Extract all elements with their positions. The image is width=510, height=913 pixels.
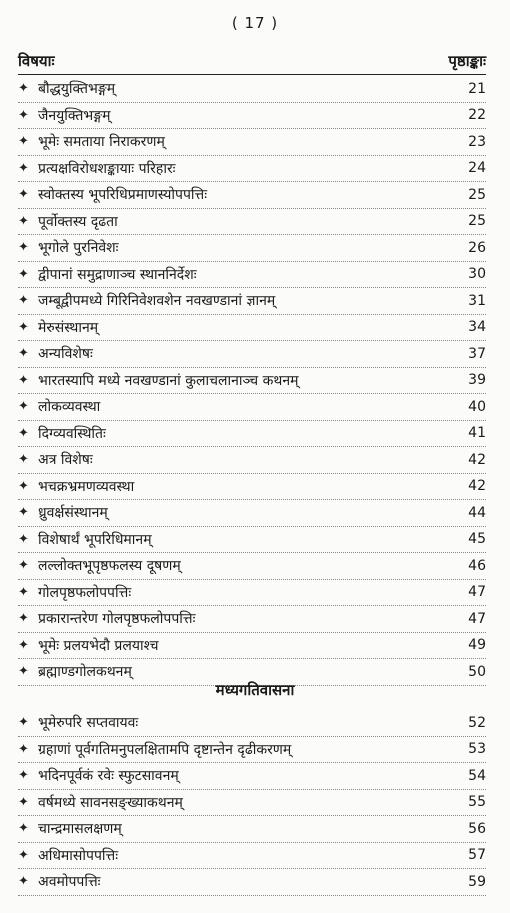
entry-page: 25 bbox=[468, 186, 486, 203]
entry-page: 56 bbox=[468, 820, 486, 837]
bullet-icon: ✦ bbox=[18, 584, 29, 600]
entry-page: 40 bbox=[468, 398, 486, 415]
bullet-icon: ✦ bbox=[18, 213, 29, 229]
toc-entry bbox=[18, 76, 486, 103]
bullet-icon: ✦ bbox=[18, 107, 29, 123]
toc-entry bbox=[18, 500, 486, 527]
bullet-icon: ✦ bbox=[18, 847, 29, 863]
entry-title: द्वीपानां समुद्राणाञ्च स्थाननिर्देशः bbox=[38, 266, 197, 283]
bullet-icon: ✦ bbox=[18, 293, 29, 309]
entry-title: जैनयुक्तिभङ्गम् bbox=[38, 107, 111, 124]
entry-title: भदिनपूर्वकं रवेः स्फुटसावनम् bbox=[38, 768, 179, 785]
entry-title: चान्द्रमासलक्षणम् bbox=[38, 821, 122, 838]
entry-title: भचक्रभ्रमणव्यवस्था bbox=[38, 478, 135, 495]
toc-entry bbox=[18, 209, 486, 236]
toc-entry bbox=[18, 156, 486, 183]
entry-page: 46 bbox=[468, 557, 486, 574]
toc-entry bbox=[18, 606, 486, 633]
bullet-icon: ✦ bbox=[18, 768, 29, 784]
entry-page: 22 bbox=[468, 107, 486, 124]
entry-title: विशेषार्थं भूपरिधिमानम् bbox=[38, 531, 152, 548]
entry-page: 53 bbox=[468, 741, 486, 758]
entry-page: 24 bbox=[468, 160, 486, 177]
entry-page: 25 bbox=[468, 213, 486, 230]
entry-page: 37 bbox=[468, 345, 486, 362]
bullet-icon: ✦ bbox=[18, 160, 29, 176]
bullet-icon: ✦ bbox=[18, 372, 29, 388]
header-subjects: विषयाः bbox=[18, 52, 55, 70]
toc-entry bbox=[18, 763, 486, 790]
entry-page: 52 bbox=[468, 714, 486, 731]
toc-entry bbox=[18, 737, 486, 764]
entry-page: 55 bbox=[468, 794, 486, 811]
entry-title: अत्र विशेषः bbox=[38, 452, 93, 469]
bullet-icon: ✦ bbox=[18, 187, 29, 203]
toc-entry bbox=[18, 394, 486, 421]
entry-page: 47 bbox=[468, 610, 486, 627]
toc-entry bbox=[18, 421, 486, 448]
entry-page: 45 bbox=[468, 531, 486, 548]
entry-page: 30 bbox=[468, 266, 486, 283]
toc-entry bbox=[18, 182, 486, 209]
entry-title: स्वोक्तस्य भूपरिधिप्रमाणस्योपपत्तिः bbox=[38, 187, 208, 204]
bullet-icon: ✦ bbox=[18, 664, 29, 680]
header-page-numbers: पृष्ठाङ्काः bbox=[448, 52, 486, 70]
entry-page: 44 bbox=[468, 504, 486, 521]
entry-title: ग्रहाणां पूर्वगतिमनुपलक्षितामपि दृष्टान्तेन दृढीकरणम् bbox=[38, 741, 292, 758]
bullet-icon: ✦ bbox=[18, 741, 29, 757]
entry-page: 42 bbox=[468, 478, 486, 495]
bullet-icon: ✦ bbox=[18, 134, 29, 150]
toc-entry bbox=[18, 633, 486, 660]
entry-title: अन्यविशेषः bbox=[38, 346, 93, 363]
entry-page: 21 bbox=[468, 80, 486, 97]
toc-entry bbox=[18, 843, 486, 870]
entry-title: भूमेः समताया निराकरणम् bbox=[38, 134, 165, 151]
entry-page: 31 bbox=[468, 292, 486, 309]
entry-title: वर्षमध्ये सावनसङ्ख्याकथनम् bbox=[38, 794, 183, 811]
entry-title: ब्रह्माण्डगोलकथनम् bbox=[38, 664, 132, 681]
bullet-icon: ✦ bbox=[18, 531, 29, 547]
toc-entry bbox=[18, 368, 486, 395]
toc-header bbox=[18, 50, 486, 75]
entry-title: मेरुसंस्थानम् bbox=[38, 319, 99, 336]
bullet-icon: ✦ bbox=[18, 399, 29, 415]
toc-list-bottom bbox=[0, 710, 510, 896]
entry-title: अवमोपपत्तिः bbox=[38, 874, 101, 891]
toc-entry bbox=[18, 315, 486, 342]
toc-entry bbox=[18, 341, 486, 368]
toc-entry bbox=[18, 527, 486, 554]
entry-page: 26 bbox=[468, 239, 486, 256]
bullet-icon: ✦ bbox=[18, 319, 29, 335]
toc-entry bbox=[18, 710, 486, 737]
entry-page: 54 bbox=[468, 767, 486, 784]
toc-entry bbox=[18, 262, 486, 289]
entry-title: गोलपृष्ठफलोपपत्तिः bbox=[38, 584, 132, 601]
entry-page: 47 bbox=[468, 584, 486, 601]
entry-page: 41 bbox=[468, 425, 486, 442]
entry-page: 57 bbox=[468, 847, 486, 864]
section-heading: मध्यगतिवासना bbox=[215, 681, 295, 699]
entry-page: 49 bbox=[468, 637, 486, 654]
bullet-icon: ✦ bbox=[18, 558, 29, 574]
toc-entry bbox=[18, 235, 486, 262]
entry-page: 23 bbox=[468, 133, 486, 150]
bullet-icon: ✦ bbox=[18, 794, 29, 810]
bullet-icon: ✦ bbox=[18, 478, 29, 494]
entry-title: प्रकारान्तरेण गोलपृष्ठफलोपपत्तिः bbox=[38, 611, 196, 628]
entry-title: भारतस्यापि मध्ये नवखण्डानां कुलाचलानाञ्च कथनम् bbox=[38, 372, 299, 389]
toc-entry bbox=[18, 103, 486, 130]
toc-entry bbox=[18, 816, 486, 843]
toc-entry bbox=[18, 129, 486, 156]
entry-title: ध्रुवर्क्षसंस्थानम् bbox=[38, 505, 108, 522]
toc-entry bbox=[18, 474, 486, 501]
bullet-icon: ✦ bbox=[18, 266, 29, 282]
toc-entry bbox=[18, 790, 486, 817]
entry-title: लोकव्यवस्था bbox=[38, 399, 101, 416]
bullet-icon: ✦ bbox=[18, 452, 29, 468]
toc-list-top bbox=[0, 76, 510, 686]
entry-title: प्रत्यक्षविरोधशङ्कायाः परिहारः bbox=[38, 160, 176, 177]
page-number: ( 17 ) bbox=[231, 14, 279, 32]
bullet-icon: ✦ bbox=[18, 505, 29, 521]
entry-title: अधिमासोपपत्तिः bbox=[38, 847, 119, 864]
toc-entry bbox=[18, 580, 486, 607]
bullet-icon: ✦ bbox=[18, 715, 29, 731]
entry-title: दिग्व्यवस्थितिः bbox=[38, 425, 106, 442]
entry-page: 50 bbox=[468, 663, 486, 680]
entry-page: 34 bbox=[468, 319, 486, 336]
bullet-icon: ✦ bbox=[18, 821, 29, 837]
toc-entry bbox=[18, 447, 486, 474]
entry-title: पूर्वोक्तस्य दृढता bbox=[38, 213, 118, 230]
bullet-icon: ✦ bbox=[18, 425, 29, 441]
entry-title: जम्बूद्वीपमध्ये गिरिनिवेशवशेन नवखण्डानां ज्ञानम् bbox=[38, 293, 276, 310]
bullet-icon: ✦ bbox=[18, 81, 29, 97]
entry-page: 59 bbox=[468, 873, 486, 890]
bullet-icon: ✦ bbox=[18, 637, 29, 653]
toc-entry bbox=[18, 553, 486, 580]
entry-title: बौद्धयुक्तिभङ्गम् bbox=[38, 81, 116, 98]
bullet-icon: ✦ bbox=[18, 611, 29, 627]
entry-page: 39 bbox=[468, 372, 486, 389]
entry-page: 42 bbox=[468, 451, 486, 468]
toc-entry bbox=[18, 869, 486, 896]
bullet-icon: ✦ bbox=[18, 240, 29, 256]
entry-title: भूगोले पुरनिवेशः bbox=[38, 240, 119, 257]
entry-title: भूमेरुपरि सप्तवायवः bbox=[38, 715, 139, 732]
entry-title: भूमेः प्रलयभेदौ प्रलयाश्च bbox=[38, 637, 159, 654]
bullet-icon: ✦ bbox=[18, 874, 29, 890]
entry-title: लल्लोक्तभूपृष्ठफलस्य दूषणम् bbox=[38, 558, 181, 575]
bullet-icon: ✦ bbox=[18, 346, 29, 362]
toc-entry bbox=[18, 288, 486, 315]
